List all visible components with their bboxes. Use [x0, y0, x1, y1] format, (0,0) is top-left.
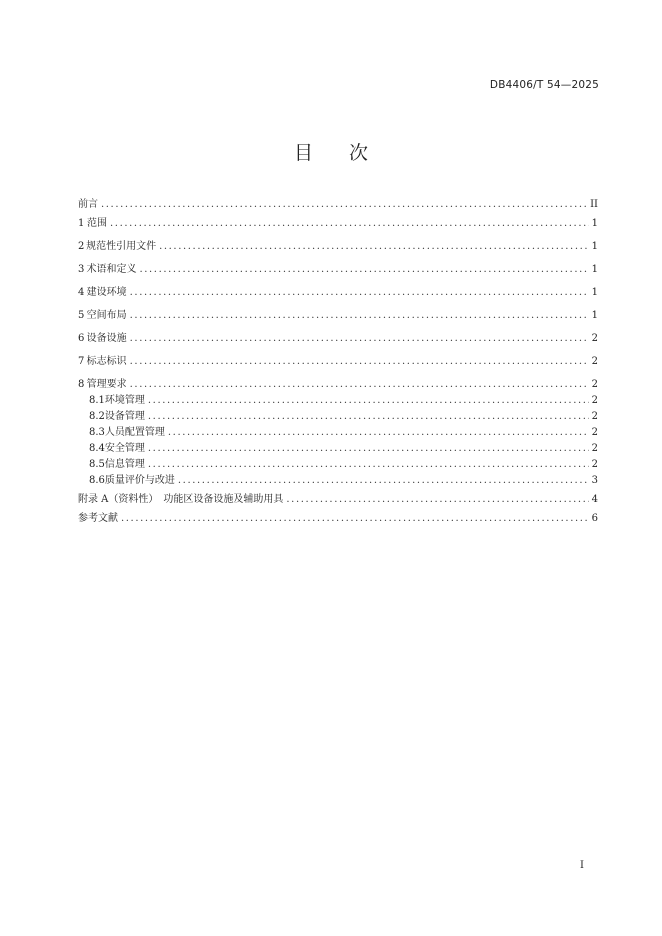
toc-leader-dots [286, 495, 588, 505]
document-code: DB4406/T 54—2025 [489, 79, 599, 91]
toc-entry-page: 2 [591, 379, 598, 390]
toc-entry[interactable] [78, 476, 598, 486]
toc-leader-dots [130, 334, 589, 344]
toc-entry-number: 3 [78, 264, 85, 275]
toc-entry-page: II [590, 199, 598, 210]
toc-entry-number: 2 [78, 241, 85, 252]
toc-leader-dots [101, 200, 587, 210]
toc-entry-label: 设备管理 [104, 411, 145, 422]
toc-leader-dots [148, 396, 589, 406]
toc-entry[interactable] [78, 334, 598, 344]
toc-title [0, 138, 662, 165]
toc-entry-page: 1 [591, 218, 598, 229]
toc-entry-number: 8.4 [89, 443, 105, 454]
table-of-contents [78, 200, 598, 524]
toc-entry-label: 质量评价与改进 [104, 475, 175, 486]
toc-leader-dots [148, 444, 589, 454]
toc-title-char: 目 [293, 142, 313, 164]
toc-leader-dots [168, 428, 589, 438]
toc-entry-page: 2 [591, 459, 598, 470]
toc-entry-page: 1 [591, 310, 598, 321]
toc-entry-number: 8 [78, 379, 85, 390]
toc-entry-page: 2 [591, 356, 598, 367]
toc-entry-label: 术语和定义 [86, 264, 137, 275]
toc-entry-label: 范围 [87, 218, 108, 229]
toc-leader-dots [110, 219, 589, 229]
toc-entry-page: 1 [591, 264, 598, 275]
toc-entry-label: 标志标识 [86, 356, 127, 367]
toc-entry-page: 4 [591, 494, 598, 505]
toc-leader-dots [178, 476, 589, 486]
toc-entry[interactable] [78, 242, 598, 252]
toc-entry-label: 环境管理 [104, 395, 145, 406]
toc-entry-label: 安全管理 [104, 443, 145, 454]
toc-entry-label: 前言 [78, 199, 98, 210]
toc-entry-page: 2 [591, 411, 598, 422]
toc-entry-page: 6 [591, 513, 598, 524]
toc-entry-label: 设备设施 [86, 333, 127, 344]
toc-leader-dots [148, 412, 589, 422]
toc-entry-page: 2 [591, 443, 598, 454]
toc-entry-label: 参考文献 [78, 513, 118, 524]
toc-leader-dots [130, 357, 589, 367]
toc-entry[interactable] [78, 412, 598, 422]
toc-leader-dots [130, 288, 589, 298]
toc-entry[interactable] [78, 357, 598, 367]
toc-entry[interactable] [78, 288, 598, 298]
toc-entry-number: 8.6 [89, 475, 105, 486]
page-number: I [580, 860, 584, 871]
toc-entry[interactable] [78, 495, 598, 505]
toc-entry-page: 2 [591, 427, 598, 438]
toc-entry-number: 4 [78, 287, 85, 298]
toc-entry[interactable] [78, 444, 598, 454]
toc-entry-number: 5 [78, 310, 85, 321]
toc-entry[interactable] [78, 428, 598, 438]
toc-leader-dots [139, 265, 588, 275]
toc-entry-number: 8.2 [89, 411, 105, 422]
toc-entry-page: 1 [591, 241, 598, 252]
toc-entry-label: 管理要求 [86, 379, 127, 390]
toc-entry-number: 8.5 [89, 459, 105, 470]
toc-entry-label: 建设环境 [86, 287, 127, 298]
toc-entry-page: 1 [591, 287, 598, 298]
toc-entry-number: 7 [78, 356, 85, 367]
toc-leader-dots [148, 460, 589, 470]
toc-leader-dots [130, 380, 589, 390]
toc-leader-dots [121, 514, 589, 524]
toc-entry-number: 6 [78, 333, 85, 344]
toc-entry[interactable] [78, 200, 598, 210]
toc-entry-label: 人员配置管理 [104, 427, 165, 438]
toc-entry-page: 2 [591, 395, 598, 406]
toc-entry-number: 8.1 [89, 395, 105, 406]
toc-entry[interactable] [78, 460, 598, 470]
toc-entry[interactable] [78, 514, 598, 524]
toc-entry-label: 规范性引用文件 [86, 241, 157, 252]
toc-entry-page: 3 [591, 475, 598, 486]
toc-entry-label: 信息管理 [104, 459, 145, 470]
toc-entry-label: 附录 A（资料性） 功能区设备设施及辅助用具 [78, 494, 284, 505]
toc-leader-dots [130, 311, 589, 321]
toc-entry[interactable] [78, 265, 598, 275]
toc-entry[interactable] [78, 311, 598, 321]
toc-entry-page: 2 [591, 333, 598, 344]
toc-entry[interactable] [78, 396, 598, 406]
toc-title-char: 次 [349, 142, 369, 164]
toc-entry[interactable] [78, 219, 598, 229]
toc-leader-dots [159, 242, 589, 252]
toc-entry-label: 空间布局 [86, 310, 127, 321]
toc-entry-number: 8.3 [89, 427, 105, 438]
toc-entry[interactable] [78, 380, 598, 390]
toc-entry-number: 1 [78, 218, 85, 229]
